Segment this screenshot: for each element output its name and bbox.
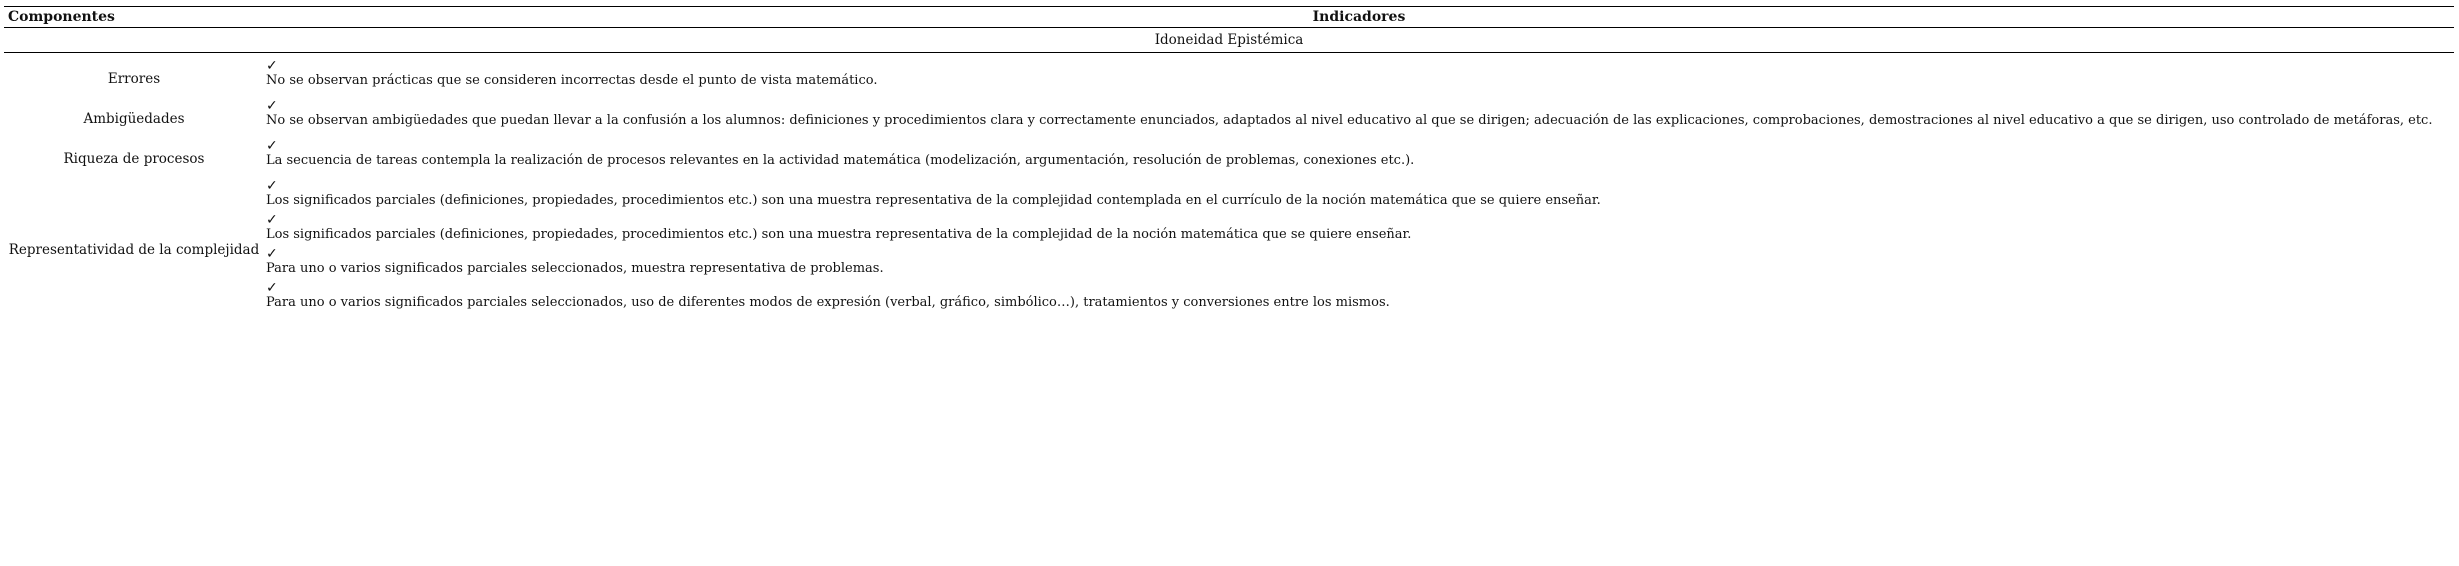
indicator-item — [266, 179, 2454, 209]
table-body — [4, 28, 2454, 322]
indicator-text: Los significados parciales (definiciones, propiedades, procedimientos etc.) son una muestra representativa de la complejidad de la noción matemática que se quiere enseñar. — [266, 227, 1412, 242]
indicator-item — [266, 247, 2454, 277]
indicator-item — [266, 213, 2454, 243]
indicators-column-header: Indicadores — [264, 7, 2454, 28]
indicator-item — [266, 99, 2454, 129]
indicator-text: No se observan ambigüedades que puedan llevar a la confusión a los alumnos: definiciones y procedimientos clara y correctamente enunciados, adaptados al nivel educativo al que se dirigen; adecuación de las explicaciones, comprobaciones, demostraciones al nivel educativo a que se dirigen, uso controlado de metáforas, etc. — [266, 113, 2433, 128]
check-icon: ✓ — [266, 138, 278, 154]
table-row — [4, 99, 2454, 139]
section-row — [4, 28, 2454, 53]
indicator-cell — [264, 53, 2454, 100]
component-label: Representatividad de la complejidad — [8, 242, 260, 258]
section-title: Idoneidad Epistémica — [4, 28, 2454, 53]
check-icon: ✓ — [266, 178, 278, 194]
check-icon: ✓ — [266, 58, 278, 74]
indicator-text: La secuencia de tareas contempla la realización de procesos relevantes en la actividad matemática (modelización, argumentación, resolución de problemas, conexiones etc.). — [266, 153, 1415, 168]
components-indicators-table — [4, 6, 2454, 321]
components-column-header: Componentes — [4, 7, 264, 28]
check-icon: ✓ — [266, 246, 278, 262]
indicator-text: Para uno o varios significados parciales seleccionados, uso de diferentes modos de expresión (verbal, gráfico, simbólico…), tratamientos y conversiones entre los mismos. — [266, 295, 1390, 310]
indicator-item — [266, 281, 2454, 311]
check-icon: ✓ — [266, 280, 278, 296]
table-row — [4, 179, 2454, 321]
check-icon: ✓ — [266, 212, 278, 228]
header-row — [4, 7, 2454, 28]
indicator-item — [266, 59, 2454, 89]
table-row — [4, 139, 2454, 179]
indicator-text: Los significados parciales (definiciones, propiedades, procedimientos etc.) son una muestra representativa de la complejidad contemplada en el currículo de la noción matemática que se quiere enseñar. — [266, 193, 1601, 208]
component-label: Errores — [107, 71, 161, 87]
indicator-cell — [264, 99, 2454, 139]
indicator-item — [266, 139, 2454, 169]
indicator-text: Para uno o varios significados parciales seleccionados, muestra representativa de problemas. — [266, 261, 884, 276]
table-row — [4, 53, 2454, 100]
indicator-cell — [264, 139, 2454, 179]
indicator-text: No se observan prácticas que se consideren incorrectas desde el punto de vista matemático. — [266, 73, 878, 88]
check-icon: ✓ — [266, 98, 278, 114]
component-label: Ambigüedades — [83, 111, 185, 127]
component-label: Riqueza de procesos — [63, 151, 205, 167]
indicator-cell — [264, 179, 2454, 321]
epistemic-suitability-table — [4, 6, 2454, 321]
